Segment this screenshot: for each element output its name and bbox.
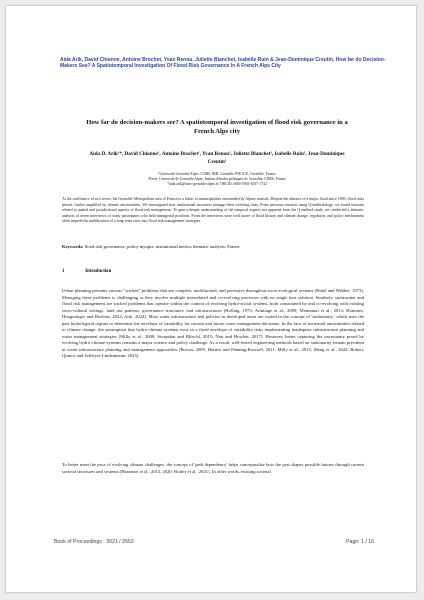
footer-page-number: Page: 1 / 16	[346, 539, 374, 545]
running-header: Aida Arik, David Chionne, Antoine Brochet, Yvan Renou, Juliette Blanchet, Isabelle Ruin & Jean-Dominique Creutin, How far do Decision-Makers See? A Spatiotemporal Investigation Of Flood Risk Governance In A French Alps City	[60, 57, 386, 70]
pdf-page	[6, 6, 416, 592]
abstract: At the confluence of two rivers, the Grenoble Metropolitan area of France is a fabric of municipalities surrounded by Alpine massifs. Despite the absence of a major flood since 1859, flood risks persist, further amplified by climate uncertainties. We investigated how institutional structures manage these evolving risks. From previous research using Q-methodology, we found tensions related to spatial and jurisdictional aspects of flood risk management. To gain a deeper understanding of the temporal aspects not apparent from the Q-method study, we conducted a thematic analysis of seven interviews of study participants who held managerial positions. From the interviews were well aware of flood history and climate change, regulatory and policy mechanisms often impede the mobilization of a long-term view into flood risk management strategies.	[62, 197, 364, 224]
contact-email[interactable]: *aida.arik@univ-grenoble-alpes.fr; ORCID: 0000-0001-6357-1742	[167, 182, 267, 186]
paragraph-1: Urban planning presents various "wicked" problems that are complex, multifaceted, and pervasive throughout socio-ecological systems (Rittel and Webber, 1973). Managing these problems is challenging as they involve multiple interrelated and co-evolving processes with no single best solution. Similarly, stormwater and flood risk management are wicked problems that operate within the context of evolving hydro-social systems, both constrained by and co-evolving with existing socio-cultural settings, land use patterns, governance structures, and infrastructures (Holling, 1973; Armitage et al., 2009; Montanari et al., 2013; Hommes, Hoogesteger and Boelens, 2022; Arik, 2024). Most water infrastructure and policies in developed areas are rooted in the concept of 'stationarity,' which uses the past hydrological regime to determine the envelope of variability for current and future water management decisions. In the face of increased uncertainties related to climate change, the assumption that hydro-climate systems exist in a fixed envelope of variability risks implementing inadequate infrastructure planning and water management strategies (Milly et al., 2008; Sivapalan and Blöschl, 2015; Nair and Howlett, 2017). However, better capturing the uncertainty posed by evolving hydro-climate systems remains a major science and policy challenge. As a result, well-tested engineering methods based on stationarity remain prevalent in water infrastructure planning and management approaches (Brown, 2005; Harries and Penning-Rowsell, 2011; Milly et al., 2015; Meng et al., 2022; Robert, Quincy and Schleyer-Lindenmann, 2023).	[62, 288, 364, 359]
paper-title: How far do decision-makers see? A spatiotemporal investigation of flood risk governance in a French Alps city	[86, 119, 348, 135]
author-list: Aida D. Arik¹*, David Chionne¹, Antoine Brochet¹, Yvan Renou², Juliette Blanchet¹, Isabelle Ruin¹, Jean-Dominique Creutin¹	[89, 151, 345, 165]
page-footer	[54, 539, 374, 545]
affiliations	[106, 172, 328, 187]
section-heading	[62, 269, 364, 274]
affiliation-2: ²Pacte, Université de Grenoble Alpes, Institut d'études politiques de Grenoble, CNRS, France	[148, 177, 286, 181]
keywords-list: flood risk governance; policy myopia, institutional inertia; thematic analysis; France	[84, 244, 240, 249]
affiliation-1: ¹Université Grenoble Alpes, CNRS, IRD, Grenoble INP, IGE, Grenoble, France	[158, 172, 276, 176]
keywords-label: Keywords:	[62, 244, 84, 249]
section-title: Introduction	[85, 269, 112, 274]
footer-proceedings: Book of Proceedings : 3021 / 3553	[54, 539, 134, 545]
paragraph-2: To better meet the pace of evolving climate challenges, the concept of 'path dependency' helps conceptualise how the past shapes possible futures through current societal structures and systems (Haasnoot et al., 2013, 2020; Bruley et al., 2021). In other words, existing societal	[62, 462, 364, 474]
keywords	[62, 244, 364, 251]
section-number: 1	[62, 269, 65, 274]
